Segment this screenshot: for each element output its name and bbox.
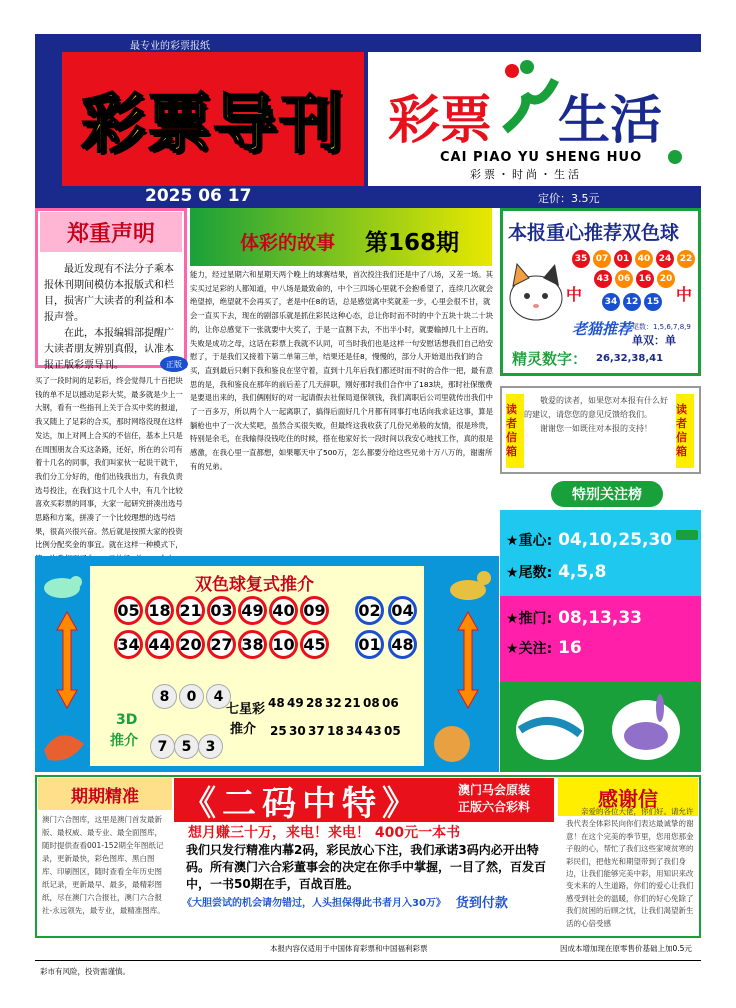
rabbit-icon (606, 690, 688, 766)
red-ball: 16 (636, 270, 654, 288)
red-ball: 43 (594, 270, 612, 288)
red-ball: 01 (614, 250, 632, 268)
red-ball-outline: 34 (114, 630, 143, 659)
dual-title: 双色球复式推介 (195, 575, 314, 595)
blue-ball-outline: 02 (355, 596, 384, 625)
dragon-icon (40, 720, 88, 768)
spirit-numbers: 26,32,38,41 (596, 353, 664, 364)
reader-tag-left: 读者信箱 (506, 394, 524, 468)
qiqi-text: 澳门六合图库，这里是澳门首发最新版、最权威、最专业、最全面图库，随时提供查看001-152期全年图纸记录，更新最快，彩色图库、黑白图库、印刷图区，随时查看全年历史图纸记录，更新最早、最多，最精彩图纸，尽在澳门六合报社，澳门六合报社-永远领先，最专业，最精准图库。 (42, 815, 165, 915)
red-ball-outline: 40 (269, 596, 298, 625)
grey-ball: 8 (152, 684, 177, 709)
focus-row-3: ★推门: 08,13,33 (506, 608, 642, 628)
footer-risk: 彩市有风险，投资需谨慎。 (40, 967, 130, 976)
focus-title: 特别关注榜 (551, 481, 663, 507)
erma-side: 澳门马会原装 正版六合彩料 (458, 783, 531, 814)
story-text-left: 买了一段时间的足彩后，终会觉得几十百把块钱的单不足以撼动足彩大奖，最多就是少上一大钢，看有一些指刊上关于合买中奖的报道，我又随上了足彩的合买，那时网络没现在这样发达，加上对网上合买的不信任，基本上只是在周围朋友合买这条路，还好，所在的公司有着十几名的同事，我们叫家伙一起说干就干，我们分工分好的，他们出钱我出力，有我负责选号投注，在我们这十几个人中，有几个比较喜欢买彩票的同事，大家一起研究拼凑出选号思路和方案，拼凑了一个比较理想的选号结果，很高兴很兴奋。然后就是按照大家的投资比例分配奖金的事宜。就在这样一种模式下， (35, 376, 183, 550)
footer-note: 本报内容仅适用于中国体育彩票和中国福利彩票 (270, 944, 428, 953)
notice-body (44, 262, 182, 374)
footer-price-note: 因成本增加现在原零售价基础上加0.5元 (560, 944, 692, 953)
seven-number: 43 (365, 724, 382, 738)
label-3d: 3D (116, 712, 138, 728)
seven-number: 05 (384, 724, 401, 738)
red-ball-outline: 18 (145, 596, 174, 625)
seven-number: 32 (325, 696, 342, 710)
red-ball-outline: 27 (207, 630, 236, 659)
red-ball-outline: 05 (114, 596, 143, 625)
single-label: 单双：单 (632, 334, 676, 347)
red-ball: 35 (572, 250, 590, 268)
zhong-left: 中 (566, 285, 583, 304)
seven-number: 06 (382, 696, 399, 710)
price: 定价：3.5元 (538, 192, 600, 205)
seven-number: 34 (346, 724, 363, 738)
blue-ball-outline: 48 (388, 630, 417, 659)
red-ball: 24 (656, 250, 674, 268)
grey-ball: 5 (174, 734, 199, 759)
blue-ball-outline: 04 (388, 596, 417, 625)
monkey-icon (428, 720, 476, 768)
grey-ball: 7 (150, 734, 175, 759)
focus-box-cyan (500, 510, 701, 596)
red-ball-outline: 45 (300, 630, 329, 659)
genuine-stamp: 正版 (160, 356, 188, 372)
thanks-title: 感谢信 (558, 778, 698, 816)
notice-p2: 在此，本报编辑部提醒广大读者朋友辨别真假，认准本报正版彩票导刊。 (44, 328, 174, 371)
decor-bar (676, 530, 698, 540)
erma-slogan: 想月赚三十万，来电！来电！ 400元一本书 (188, 825, 461, 841)
red-ball-outline: 10 (269, 630, 298, 659)
seven-number: 08 (363, 696, 380, 710)
arrow-icon (456, 610, 480, 710)
cat-icon (505, 258, 567, 324)
seven-number: 37 (308, 724, 325, 738)
rat-icon (40, 566, 86, 606)
seven-number: 21 (344, 696, 361, 710)
zhong-right: 中 (676, 285, 693, 304)
notice-p1: 最近发现有不法分子乘本报休刊期间模仿本报版式和栏目，损害广大读者的利益和本报声誉。 (44, 264, 174, 323)
decor-dot-red (505, 64, 519, 78)
red-ball: 22 (677, 250, 695, 268)
red-ball-outline: 03 (207, 596, 236, 625)
grey-ball: 0 (179, 684, 204, 709)
red-ball: 06 (615, 270, 633, 288)
seven-number: 18 (327, 724, 344, 738)
red-ball-outline: 38 (238, 630, 267, 659)
blue-ball: 15 (644, 293, 662, 311)
swoosh-icon (500, 70, 560, 140)
issue-date: 2025 06 17 (145, 186, 252, 206)
red-ball: 40 (635, 250, 653, 268)
arrow-icon (55, 610, 79, 710)
masthead-title-box (62, 52, 364, 186)
red-ball-outline: 20 (176, 630, 205, 659)
focus-row-2: ★尾数: 4,5,8 (506, 562, 607, 582)
horse-icon (446, 566, 494, 606)
label-7-tui: 推介 (230, 722, 257, 737)
red-ball-outline: 09 (300, 596, 329, 625)
red-ball: 07 (593, 250, 611, 268)
tail-label: 尾数：1,5,6,7,8,9 (632, 323, 691, 331)
decor-dot-green (520, 60, 534, 74)
thanks-text: 亲爱的各位大佬，你们好。请允许我代表全体彩民向你们表达最诚挚的谢意！在这个完美的季节里，您用您那金子般的心，帮忙了我们这些家境贫寒的彩民们，把他光和期望带到了我们身边，让我们能够完美中彩，用知识来改变未来的人生道路，你们的爱心让我们感受到社会的温暖，你们的好心免除了我们贫困的后顾之忧，让我们渴望新生活的心倍受感 (566, 807, 694, 928)
notice-title: 郑重声明 (40, 212, 182, 252)
red-ball-outline: 21 (176, 596, 205, 625)
story-title: 体彩的故事 (240, 232, 336, 254)
spirit-label: 精灵数字： (512, 350, 588, 368)
lizard-icon (510, 690, 592, 766)
label-7: 七星彩 (226, 702, 266, 717)
pinyin-title: CAI PIAO YU SHENG HUO (440, 150, 643, 165)
reader-tag-right: 读者信箱 (676, 394, 694, 468)
masthead-title: 彩票导刊 (81, 87, 345, 162)
decor-dot-green (668, 150, 682, 164)
erma-body: 我们只发行精准内幕2码，彩民放心下注，我们承诺3码内必开出特码。所有澳门六合彩董事会的决定在你手中掌握，一目了然，百发百中，一书50期在手，百战百胜。 (186, 843, 547, 891)
tagline: 最专业的彩票报纸 (130, 41, 210, 52)
seven-number: 28 (306, 696, 323, 710)
seven-number: 48 (268, 696, 285, 710)
blue-ball: 34 (602, 293, 620, 311)
blue-ball-outline: 01 (355, 630, 384, 659)
erma-title: 《二码中特》 (182, 784, 422, 824)
seven-number: 30 (289, 724, 306, 738)
red-ball: 20 (657, 270, 675, 288)
grey-ball: 4 (206, 684, 231, 709)
reader-text: 敬爱的读者，如果您对本报有什么好的建议，请您您的意见反馈给我们。 谢谢您一如既往对本报的支持！ (524, 396, 668, 433)
label-3d-tui: 推介 (110, 733, 138, 749)
footer-divider (35, 960, 701, 961)
seven-number: 25 (270, 724, 287, 738)
erma-foot: 《大胆尝试的机会请勿错过，人头担保得此书者月入30万》 货到付款 (182, 895, 508, 911)
blue-ball: 12 (623, 293, 641, 311)
red-ball-outline: 44 (145, 630, 174, 659)
red-ball-outline: 49 (238, 596, 267, 625)
cat-label: 老猫推荐 (572, 320, 633, 338)
subtitle: 彩票・时尚・生活 (470, 168, 582, 181)
focus-row-4: ★关注: 16 (506, 638, 582, 658)
story-text-right: 能力，经过星期六和星期天两个晚上的球赛结果，首次投注我们还是中了八场，又差一场。其实买过足彩的人都知道，中八场是最致命的，中个三四场心里就不会抱希望了，连续几次就会绝望掉，绝望就不会再买了，老是中任8的话，总是感觉离中奖就差一步，心里会很不甘，就会一直买下去，现在的剧部乐就是抓住彩民这种心态，总让你时而不时的中个五块十块二十块的，让你总感觉下一张就要中大奖了，于是一直割下去，不出半小时，就要输掉几十上百的。失败是成功之母，这话在彩票上我就不认同，可当时我们也是这样一句安慰话想我们自己给安慰了，于是我们又接着下第二单第三单，结果还是任8，慢慢的，部分人开始退出我们的合买，直到最后只剩下我和鉴良在坚守着，直到十几年后我们都还时而不时的合作一把，最有意思的是，我和鉴良在那年的前后差了几天辞职，刚好那时我们合作中了183块，那时社保缴费是要退出来的，我们俩刚好的对一起请假去社保局退保领钱，我们离职后公司里就传出我们中了一百多万，所以两个人一起离职了，搞得后面好几个月都有同事打电话向我求证这事，算是躺枪也中了一次大奖吧，虽然合买很失败，但最终这我收获了几份兄弟般的友情，很是珍贵，特别是余毛，在我输得没钱吃住的时候，搭在他家好长一段时间以我安心地找工作，真的很是感激，在我心里一直都想，如果哪天中了500万，怎么都要分给这些兄弟十万八万的，谢谢所有的兄弟。 (190, 270, 494, 471)
seven-number: 49 (287, 696, 304, 710)
qiqi-title: 期期精准 (38, 778, 172, 810)
focus-row-1: ★重心: 04,10,25,30 (506, 530, 673, 550)
story-issue: 第168期 (365, 230, 460, 256)
recommend-title: 本报重心推荐双色球 (508, 222, 680, 244)
grey-ball: 3 (198, 734, 223, 759)
life-logo: 彩票 生活 (388, 90, 663, 151)
